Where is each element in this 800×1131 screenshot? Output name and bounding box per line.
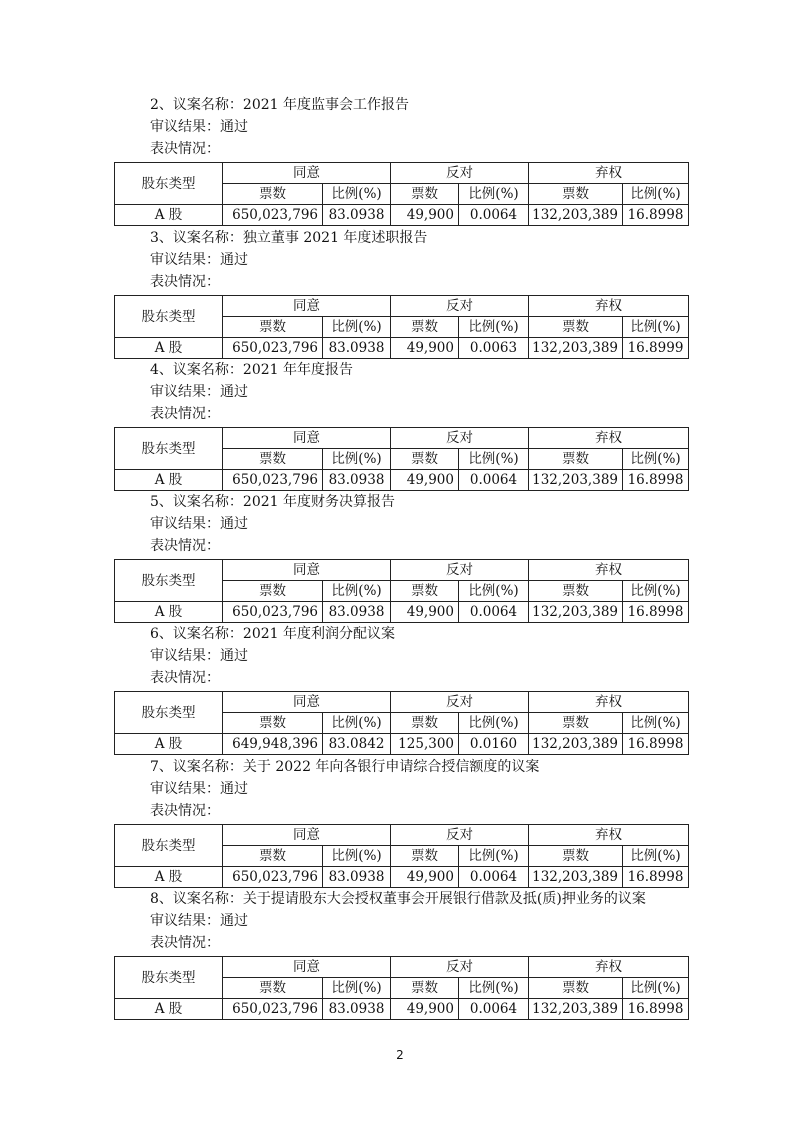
cell-abstain-votes: 132,203,389	[529, 205, 623, 226]
header-oppose: 反对	[391, 560, 529, 581]
motion-title: 8、议案名称：关于提请股东大会授权董事会开展银行借款及抵(质)押业务的议案	[150, 891, 646, 907]
header-agree-ratio: 比例(%)	[323, 846, 391, 867]
voting-label: 表决情况：	[150, 803, 220, 819]
header-agree-ratio: 比例(%)	[323, 713, 391, 734]
motion-result: 审议结果：通过	[150, 648, 248, 664]
header-abstain-votes: 票数	[529, 713, 623, 734]
header-abstain-ratio: 比例(%)	[623, 978, 689, 999]
header-holder-type: 股东类型	[115, 560, 223, 602]
cell-agree-ratio: 83.0938	[323, 338, 391, 359]
cell-oppose-votes: 49,900	[391, 867, 459, 888]
motion-title: 3、议案名称：独立董事 2021 年度述职报告	[150, 230, 428, 246]
voting-label: 表决情况：	[150, 141, 220, 157]
header-oppose-votes: 票数	[391, 581, 459, 602]
motion-result: 审议结果：通过	[150, 119, 248, 135]
header-abstain-votes: 票数	[529, 846, 623, 867]
header-agree: 同意	[223, 957, 391, 978]
header-abstain-votes: 票数	[529, 978, 623, 999]
motion-result: 审议结果：通过	[150, 252, 248, 268]
motion-section	[114, 491, 688, 623]
cell-oppose-ratio: 0.0064	[459, 999, 529, 1020]
table-row	[115, 602, 689, 623]
header-abstain-ratio: 比例(%)	[623, 449, 689, 470]
header-oppose-votes: 票数	[391, 978, 459, 999]
header-agree: 同意	[223, 296, 391, 317]
header-oppose: 反对	[391, 428, 529, 449]
vote-table	[114, 162, 689, 226]
header-oppose-votes: 票数	[391, 449, 459, 470]
header-holder-type: 股东类型	[115, 428, 223, 470]
header-agree-votes: 票数	[223, 846, 323, 867]
header-agree-ratio: 比例(%)	[323, 317, 391, 338]
header-agree-ratio: 比例(%)	[323, 978, 391, 999]
motion-result: 审议结果：通过	[150, 516, 248, 532]
vote-table	[114, 956, 689, 1020]
vote-table	[114, 559, 689, 623]
voting-label: 表决情况：	[150, 274, 220, 290]
cell-abstain-votes: 132,203,389	[529, 470, 623, 491]
voting-label: 表决情况：	[150, 935, 220, 951]
cell-agree-ratio: 83.0842	[323, 734, 391, 755]
header-agree: 同意	[223, 825, 391, 846]
cell-oppose-votes: 49,900	[391, 470, 459, 491]
header-agree: 同意	[223, 560, 391, 581]
cell-agree-votes: 650,023,796	[223, 205, 323, 226]
header-oppose-ratio: 比例(%)	[459, 978, 529, 999]
motion-section	[114, 359, 688, 491]
cell-oppose-ratio: 0.0064	[459, 867, 529, 888]
cell-oppose-votes: 49,900	[391, 602, 459, 623]
header-abstain: 弃权	[529, 825, 689, 846]
cell-oppose-ratio: 0.0064	[459, 205, 529, 226]
header-agree-votes: 票数	[223, 581, 323, 602]
cell-type: A 股	[115, 734, 223, 755]
motion-result: 审议结果：通过	[150, 781, 248, 797]
table-row	[115, 338, 689, 359]
header-abstain: 弃权	[529, 163, 689, 184]
header-oppose: 反对	[391, 957, 529, 978]
header-agree-votes: 票数	[223, 713, 323, 734]
header-holder-type: 股东类型	[115, 163, 223, 205]
voting-label: 表决情况：	[150, 670, 220, 686]
motion-title: 5、议案名称：2021 年度财务决算报告	[150, 494, 395, 510]
header-abstain-ratio: 比例(%)	[623, 184, 689, 205]
cell-agree-ratio: 83.0938	[323, 999, 391, 1020]
cell-type: A 股	[115, 999, 223, 1020]
header-abstain-votes: 票数	[529, 317, 623, 338]
cell-oppose-votes: 49,900	[391, 999, 459, 1020]
header-abstain: 弃权	[529, 428, 689, 449]
voting-label: 表决情况：	[150, 406, 220, 422]
cell-type: A 股	[115, 867, 223, 888]
header-agree-votes: 票数	[223, 449, 323, 470]
cell-abstain-votes: 132,203,389	[529, 338, 623, 359]
header-abstain-ratio: 比例(%)	[623, 317, 689, 338]
header-oppose-ratio: 比例(%)	[459, 184, 529, 205]
motion-title: 2、议案名称：2021 年度监事会工作报告	[150, 97, 409, 113]
header-abstain: 弃权	[529, 560, 689, 581]
motion-section	[114, 623, 688, 755]
cell-oppose-votes: 49,900	[391, 205, 459, 226]
vote-table	[114, 824, 689, 888]
cell-agree-ratio: 83.0938	[323, 470, 391, 491]
cell-agree-votes: 649,948,396	[223, 734, 323, 755]
cell-oppose-votes: 49,900	[391, 338, 459, 359]
header-oppose-votes: 票数	[391, 846, 459, 867]
header-oppose-ratio: 比例(%)	[459, 846, 529, 867]
header-abstain-votes: 票数	[529, 184, 623, 205]
header-abstain-ratio: 比例(%)	[623, 846, 689, 867]
cell-type: A 股	[115, 205, 223, 226]
header-abstain: 弃权	[529, 296, 689, 317]
motion-section	[114, 227, 688, 359]
cell-abstain-ratio: 16.8998	[623, 470, 689, 491]
cell-oppose-ratio: 0.0064	[459, 602, 529, 623]
motion-section	[114, 94, 688, 226]
cell-oppose-ratio: 0.0064	[459, 470, 529, 491]
cell-agree-ratio: 83.0938	[323, 602, 391, 623]
cell-agree-votes: 650,023,796	[223, 602, 323, 623]
header-agree-ratio: 比例(%)	[323, 184, 391, 205]
header-oppose: 反对	[391, 692, 529, 713]
cell-oppose-votes: 125,300	[391, 734, 459, 755]
header-oppose-votes: 票数	[391, 184, 459, 205]
cell-oppose-ratio: 0.0063	[459, 338, 529, 359]
header-holder-type: 股东类型	[115, 825, 223, 867]
motion-title: 6、议案名称：2021 年度利润分配议案	[150, 626, 395, 642]
header-oppose: 反对	[391, 163, 529, 184]
header-holder-type: 股东类型	[115, 692, 223, 734]
cell-abstain-votes: 132,203,389	[529, 602, 623, 623]
vote-table	[114, 427, 689, 491]
motion-result: 审议结果：通过	[150, 384, 248, 400]
cell-abstain-ratio: 16.8998	[623, 734, 689, 755]
table-row	[115, 205, 689, 226]
cell-agree-votes: 650,023,796	[223, 867, 323, 888]
cell-agree-votes: 650,023,796	[223, 338, 323, 359]
header-abstain: 弃权	[529, 692, 689, 713]
cell-type: A 股	[115, 338, 223, 359]
header-agree-votes: 票数	[223, 317, 323, 338]
table-row	[115, 999, 689, 1020]
motion-section	[114, 888, 688, 1020]
cell-abstain-ratio: 16.8998	[623, 602, 689, 623]
header-abstain-ratio: 比例(%)	[623, 581, 689, 602]
header-oppose-ratio: 比例(%)	[459, 713, 529, 734]
header-holder-type: 股东类型	[115, 296, 223, 338]
header-agree: 同意	[223, 428, 391, 449]
vote-table	[114, 295, 689, 359]
header-oppose-votes: 票数	[391, 713, 459, 734]
cell-agree-votes: 650,023,796	[223, 999, 323, 1020]
cell-abstain-votes: 132,203,389	[529, 734, 623, 755]
cell-abstain-votes: 132,203,389	[529, 867, 623, 888]
header-agree-ratio: 比例(%)	[323, 581, 391, 602]
cell-abstain-ratio: 16.8998	[623, 867, 689, 888]
header-oppose: 反对	[391, 296, 529, 317]
table-row	[115, 734, 689, 755]
header-abstain-votes: 票数	[529, 581, 623, 602]
table-row	[115, 470, 689, 491]
header-agree-votes: 票数	[223, 184, 323, 205]
header-oppose-ratio: 比例(%)	[459, 581, 529, 602]
vote-table	[114, 691, 689, 755]
header-holder-type: 股东类型	[115, 957, 223, 999]
header-oppose-votes: 票数	[391, 317, 459, 338]
cell-abstain-ratio: 16.8998	[623, 999, 689, 1020]
cell-type: A 股	[115, 602, 223, 623]
page-number: 2	[396, 1048, 404, 1062]
cell-agree-ratio: 83.0938	[323, 205, 391, 226]
cell-agree-votes: 650,023,796	[223, 470, 323, 491]
header-agree: 同意	[223, 692, 391, 713]
motion-title: 7、议案名称：关于 2022 年向各银行申请综合授信额度的议案	[150, 759, 540, 775]
header-abstain: 弃权	[529, 957, 689, 978]
header-agree-ratio: 比例(%)	[323, 449, 391, 470]
header-oppose-ratio: 比例(%)	[459, 317, 529, 338]
motion-section	[114, 756, 688, 888]
header-abstain-ratio: 比例(%)	[623, 713, 689, 734]
voting-label: 表决情况：	[150, 538, 220, 554]
cell-type: A 股	[115, 470, 223, 491]
motion-result: 审议结果：通过	[150, 913, 248, 929]
cell-abstain-votes: 132,203,389	[529, 999, 623, 1020]
header-oppose: 反对	[391, 825, 529, 846]
motion-title: 4、议案名称：2021 年年度报告	[150, 362, 353, 378]
cell-abstain-ratio: 16.8999	[623, 338, 689, 359]
cell-agree-ratio: 83.0938	[323, 867, 391, 888]
table-row	[115, 867, 689, 888]
cell-abstain-ratio: 16.8998	[623, 205, 689, 226]
header-agree: 同意	[223, 163, 391, 184]
cell-oppose-ratio: 0.0160	[459, 734, 529, 755]
header-agree-votes: 票数	[223, 978, 323, 999]
header-oppose-ratio: 比例(%)	[459, 449, 529, 470]
header-abstain-votes: 票数	[529, 449, 623, 470]
